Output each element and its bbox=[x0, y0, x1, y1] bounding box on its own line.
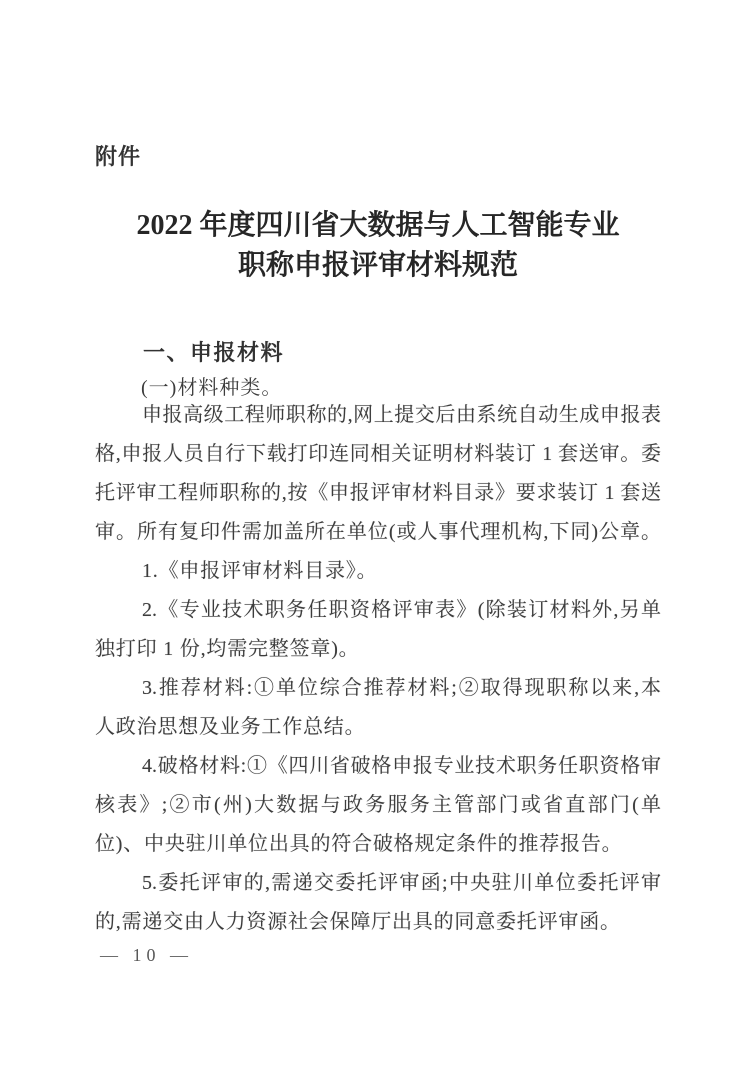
body-line: 1.《申报评审材料目录》。 bbox=[142, 560, 378, 582]
page-number: — 10 — bbox=[100, 945, 193, 965]
body-line: 人政治思想及业务工作总结。 bbox=[95, 716, 366, 738]
body-line: 审。所有复印件需加盖所在单位(或人事代理机构,下同)公章。 bbox=[95, 521, 661, 543]
body-line: 托评审工程师职称的,按《申报评审材料目录》要求装订 1 套送 bbox=[95, 482, 661, 504]
body-line: 4.破格材料:①《四川省破格申报专业技术职务任职资格审 bbox=[142, 755, 661, 777]
title-line-2: 职称申报评审材料规范 bbox=[237, 250, 518, 281]
body-line: 2.《专业技术职务任职资格评审表》(除装订材料外,另单 bbox=[142, 599, 661, 621]
document-title bbox=[70, 206, 686, 286]
body-line: 独打印 1 份,均需完整签章)。 bbox=[95, 638, 360, 660]
title-line-1: 2022 年度四川省大数据与人工智能专业 bbox=[136, 210, 620, 241]
body-line: 3.推荐材料:①单位综合推荐材料;②取得现职称以来,本 bbox=[142, 677, 661, 699]
body-line: 格,申报人员自行下载打印连同相关证明材料装订 1 套送审。委 bbox=[95, 443, 661, 465]
attachment-label: 附件 bbox=[95, 144, 142, 169]
subsection-heading: (一)材料种类。 bbox=[141, 377, 283, 399]
section-heading: 一、申报材料 bbox=[143, 340, 285, 365]
body-line: 核表》;②市(州)大数据与政务服务主管部门或省直部门(单 bbox=[95, 794, 661, 816]
document-body bbox=[95, 396, 661, 942]
body-line: 申报高级工程师职称的,网上提交后由系统自动生成申报表 bbox=[142, 404, 661, 426]
body-line: 位)、中央驻川单位出具的符合破格规定条件的推荐报告。 bbox=[95, 833, 623, 855]
body-line: 5.委托评审的,需递交委托评审函;中央驻川单位委托评审 bbox=[142, 872, 661, 894]
body-line: 的,需递交由人力资源社会保障厅出具的同意委托评审函。 bbox=[95, 911, 621, 933]
